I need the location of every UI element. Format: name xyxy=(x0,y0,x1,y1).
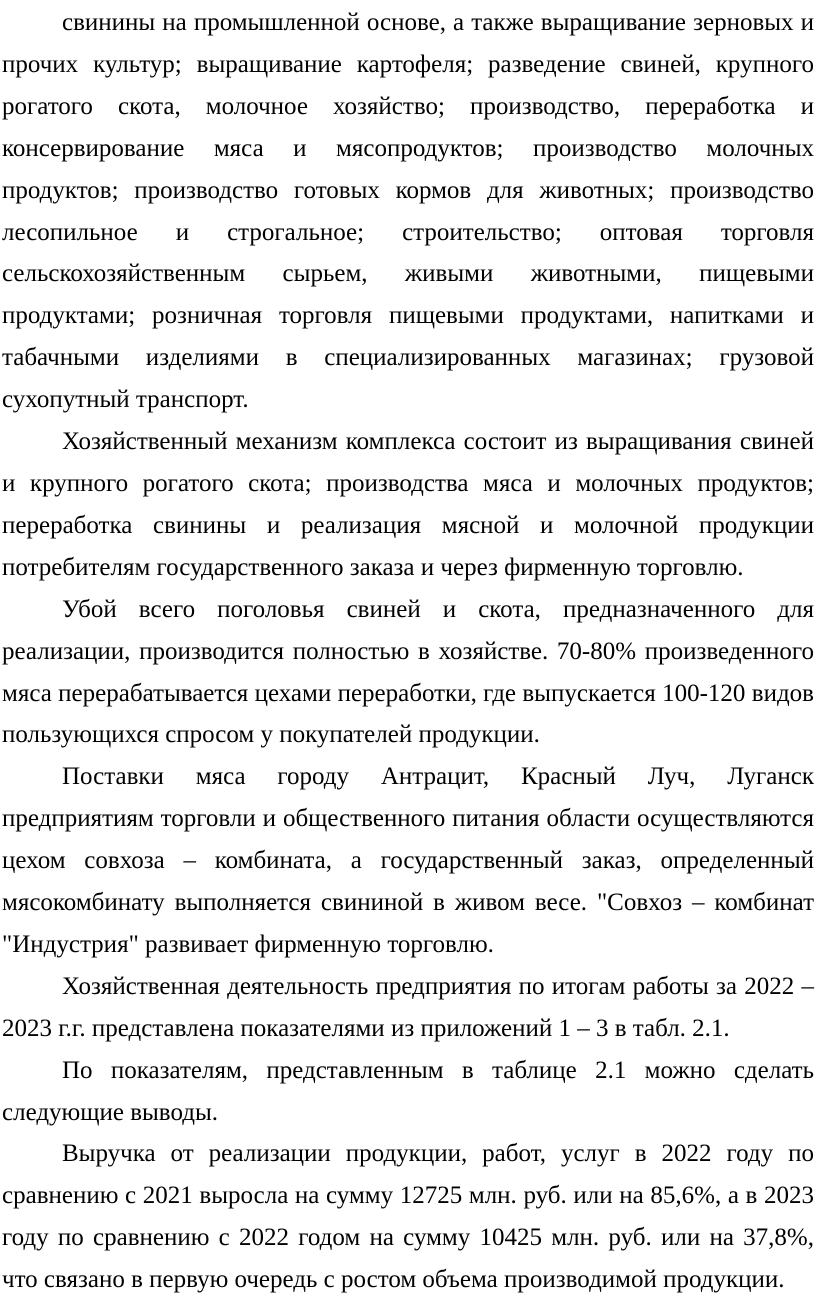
paragraph-economic-mechanism: Хозяйственный механизм комплекса состоит из выращивания свиней и крупного рогатого скота; производства мяса и молочных продуктов; переработка свинины и реализация мясной и молочной продукции потребителям государственного заказа и через фирменную торговлю. xyxy=(2,428,814,581)
paragraph-economic-activity: Хозяйственная деятельность предприятия по итогам работы за 2022 – 2023 г.г. представлена показателями из приложений 1 – 3 в табл. 2.1. xyxy=(2,972,814,1042)
paragraph-meat-supplies: Поставки мяса городу Антрацит, Красный Луч, Луганск предприятиям торговли и общественного питания области осуществляются цехом совхоза – комбината, а государственный заказ, определенный мясокомбинату выполняется свининой в живом весе. "Совхоз – комбинат "Индустрия" развивает фирменную торговлю. xyxy=(2,763,814,958)
paragraph-activities-list: свинины на промышленной основе, а также выращивание зерновых и прочих культур; выращивание картофеля; разведение свиней, крупного рогатого скота, молочное хозяйство; производство, переработка и консервирование мяса и мясопродуктов; производство молочных продуктов; производство готовых кормов для животных; производство лесопильное и строгальное; строительство; оптовая торговля сельскохозяйственным сырьем, живыми животными, пищевыми продуктами; розничная торговля пищевыми продуктами, напитками и табачными изделиями в специализированных магазинах; грузовой сухопутный транспорт. xyxy=(2,9,814,414)
paragraph-revenue-growth: Выручка от реализации продукции, работ, услуг в 2022 году по сравнению с 2021 выросла на сумму 12725 млн. руб. или на 85,6%, а в 2023 году по сравнению с 2022 годом на сумму 10425 млн. руб. или на 37,8%, что связано в первую очередь с ростом объема производимой продукции. xyxy=(2,1140,814,1294)
paragraph-conclusions-intro: По показателям, представленным в таблице 2.1 можно сделать следующие выводы. xyxy=(2,1056,814,1126)
paragraph-slaughter-processing: Убой всего поголовья свиней и скота, предназначенного для реализации, производится полностью в хозяйстве. 70-80% произведенного мяса перерабатывается цехами переработки, где выпускается 100-120 видов пользующихся спросом у покупателей продукции. xyxy=(2,595,814,749)
